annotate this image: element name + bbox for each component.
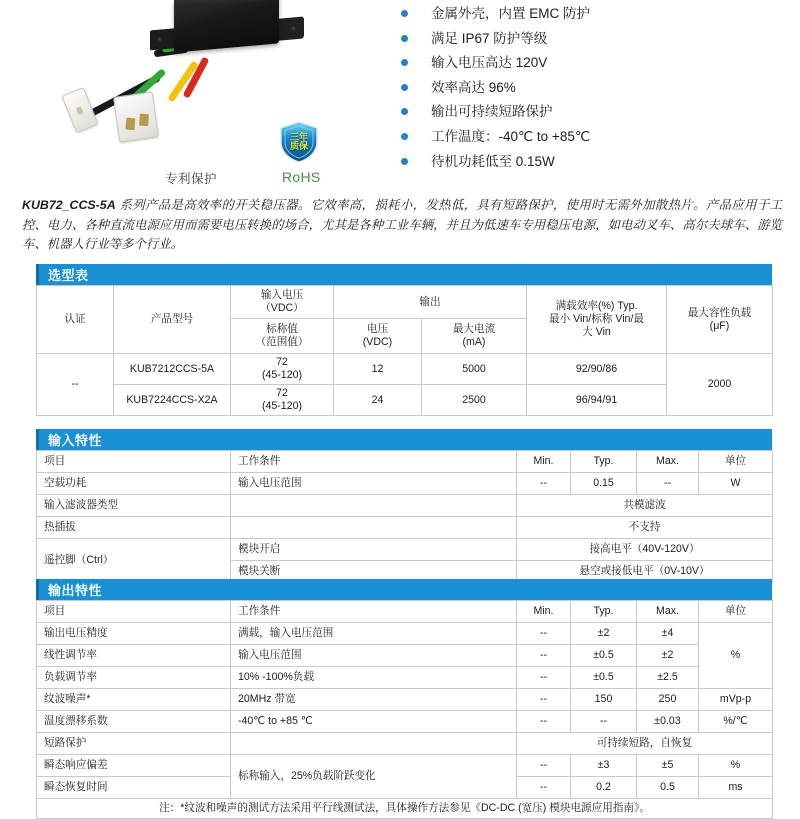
shield-text-line2: 质保 xyxy=(290,142,308,151)
cell-condition: -40℃ to +85 ℃ xyxy=(231,711,517,733)
header-max: Max. xyxy=(637,451,699,473)
cell-unit: ms xyxy=(699,777,773,799)
cell-typ: ±3 xyxy=(571,755,637,777)
feature-text: 输入电压高达 120V xyxy=(431,53,547,72)
cell-imax: 5000 xyxy=(422,354,527,385)
cell-item: 热插拔 xyxy=(37,517,231,539)
header-vout-line2: (VDC) xyxy=(336,336,419,349)
cell-condition: 模块开启 xyxy=(231,539,517,561)
table-row xyxy=(37,495,773,517)
header-cap-load-line2: (μF) xyxy=(669,320,770,333)
product-description xyxy=(22,196,782,255)
cell-typ: ±2 xyxy=(571,623,637,645)
bullet-icon xyxy=(401,10,408,17)
cell-unit: W xyxy=(699,473,773,495)
cell-efficiency: 96/94/91 xyxy=(527,385,667,416)
header-item: 项目 xyxy=(37,601,231,623)
cell-min: -- xyxy=(517,645,571,667)
cell-condition: 输入电压范围 xyxy=(231,645,517,667)
input-section-header xyxy=(36,429,772,450)
cell-max: ±4 xyxy=(637,623,699,645)
cell-vin-range: (45-120) xyxy=(233,400,331,413)
table-row xyxy=(37,539,773,561)
header-imax-line2: (mA) xyxy=(424,336,524,349)
connector-white-small xyxy=(61,87,98,133)
feature-item xyxy=(396,127,791,152)
output-characteristics-table xyxy=(36,600,773,819)
table-row xyxy=(37,354,773,385)
header-condition: 工作条件 xyxy=(231,601,517,623)
feature-item xyxy=(396,102,791,127)
cell-vout: 24 xyxy=(334,385,422,416)
header-efficiency-line1: 满载效率(%) Typ. xyxy=(529,300,664,313)
header-imax-line1: 最大电流 xyxy=(424,323,524,336)
cell-min: -- xyxy=(517,777,571,799)
header-min: Min. xyxy=(517,601,571,623)
cell-condition: 20MHz 带宽 xyxy=(231,689,517,711)
bullet-icon xyxy=(401,158,408,165)
cell-vin-range: (45-120) xyxy=(233,369,331,382)
feature-text: 输出可持续短路保护 xyxy=(431,102,553,121)
cell-max: 250 xyxy=(637,689,699,711)
cell-item: 温度漂移系数 xyxy=(37,711,231,733)
header-efficiency-line2: 最小 Vin/标称 Vin/最 xyxy=(529,313,664,326)
cell-typ: ±0.5 xyxy=(571,667,637,689)
cell-vin xyxy=(231,385,334,416)
feature-text: 效率高达 96% xyxy=(431,78,516,97)
cell-unit: % xyxy=(699,623,773,689)
header-vin-nominal-line2: （范围值） xyxy=(233,336,331,349)
header-efficiency-line3: 大 Vin xyxy=(529,326,664,339)
cell-item: 遥控脚（Ctrl） xyxy=(37,539,231,583)
selection-title: 选型表 xyxy=(48,265,89,284)
feature-item xyxy=(396,53,791,78)
header-vin-group xyxy=(231,286,334,319)
cell-item: 空载功耗 xyxy=(37,473,231,495)
feature-item xyxy=(396,29,791,54)
cell-span-value: 接高电平（40V-120V） xyxy=(517,539,773,561)
header-min: Min. xyxy=(517,451,571,473)
cell-condition: 标称输入，25%负载阶跃变化 xyxy=(231,755,517,799)
cell-max: ±2.5 xyxy=(637,667,699,689)
cell-min: -- xyxy=(517,473,571,495)
selection-section-header xyxy=(36,264,772,285)
input-characteristics-section xyxy=(36,429,772,583)
cell-efficiency: 92/90/86 xyxy=(527,354,667,385)
cell-item: 瞬态恢复时间 xyxy=(37,777,231,799)
cell-vin-nominal: 72 xyxy=(233,387,331,400)
cell-condition xyxy=(231,495,517,517)
cell-condition xyxy=(231,733,517,755)
cell-condition: 输入电压范围 xyxy=(231,473,517,495)
header-vout-line1: 电压 xyxy=(336,323,419,336)
cell-model: KUB7224CCS-X2A xyxy=(114,385,231,416)
cell-min: -- xyxy=(517,667,571,689)
mount-hole-right xyxy=(291,26,296,31)
cell-item: 输入滤波器类型 xyxy=(37,495,231,517)
cell-cap-load-value: 2000 xyxy=(667,354,773,416)
cell-item: 短路保护 xyxy=(37,733,231,755)
output-footnote: 注：*纹波和噪声的测试方法采用平行线测试法，具体操作方法参见《DC-DC (宽压) 模块电源应用指南》。 xyxy=(37,799,773,819)
feature-item xyxy=(396,78,791,103)
bullet-icon xyxy=(401,59,408,66)
table-row xyxy=(37,517,773,539)
module-body xyxy=(174,0,279,53)
header-output-group: 输出 xyxy=(334,286,527,319)
cell-span-value: 共模滤波 xyxy=(517,495,773,517)
cell-typ: 150 xyxy=(571,689,637,711)
selection-section xyxy=(36,264,772,416)
warranty-shield-icon xyxy=(277,120,321,164)
table-row xyxy=(37,623,773,645)
feature-text: 满足 IP67 防护等级 xyxy=(431,29,547,48)
cell-condition xyxy=(231,517,517,539)
feature-text: 金属外壳，内置 EMC 防护 xyxy=(431,4,590,23)
table-row xyxy=(37,645,773,667)
feature-list xyxy=(396,4,791,176)
header-cap-load-line1: 最大容性负载 xyxy=(669,307,770,320)
cell-item: 负载调节率 xyxy=(37,667,231,689)
header-efficiency xyxy=(527,286,667,354)
cell-typ: 0.2 xyxy=(571,777,637,799)
cell-unit: % xyxy=(699,755,773,777)
cell-typ: 0.15 xyxy=(571,473,637,495)
input-title: 输入特性 xyxy=(48,430,102,449)
cell-span-value: 不支持 xyxy=(517,517,773,539)
header-unit: 单位 xyxy=(699,451,773,473)
table-row xyxy=(37,711,773,733)
bullet-icon xyxy=(401,35,408,42)
header-vin-nominal xyxy=(231,319,334,354)
cell-max: ±0.03 xyxy=(637,711,699,733)
header-max: Max. xyxy=(637,601,699,623)
bullet-icon xyxy=(401,84,408,91)
cell-unit: mVp-p xyxy=(699,689,773,711)
cell-condition: 10% -100%负载 xyxy=(231,667,517,689)
bullet-icon xyxy=(401,133,408,140)
feature-item xyxy=(396,4,791,29)
header-unit: 单位 xyxy=(699,601,773,623)
cell-model: KUB7212CCS-5A xyxy=(114,354,231,385)
mount-hole-left xyxy=(157,37,162,42)
cell-cert-value: -- xyxy=(37,354,114,416)
cell-condition: 模块关断 xyxy=(231,561,517,583)
description-text: 系列产品是高效率的开关稳压器。它效率高，损耗小，发热低，具有短路保护，使用时无需外加散热片。产品应用于工控、电力、各种直流电源应用而需要电压转换的场合，尤其是各种工业车辆，并且为低速车专用稳压电源，如电动叉车、高尔夫球车、游览车、机器人行业等多个行业。 xyxy=(22,198,782,251)
header-cert: 认证 xyxy=(37,286,114,354)
patent-caption: 专利保护 xyxy=(165,169,217,187)
header-condition: 工作条件 xyxy=(231,451,517,473)
feature-item xyxy=(396,152,791,177)
cell-max: ±2 xyxy=(637,645,699,667)
cell-condition: 满载，输入电压范围 xyxy=(231,623,517,645)
cell-item: 纹波噪声* xyxy=(37,689,231,711)
header-cap-load xyxy=(667,286,773,354)
cell-min: -- xyxy=(517,689,571,711)
header-section xyxy=(0,0,800,195)
output-section-header xyxy=(36,579,772,600)
cell-max: 0.5 xyxy=(637,777,699,799)
header-vout xyxy=(334,319,422,354)
shield-text xyxy=(277,120,321,164)
feature-text: 工作温度：-40℃ to +85℃ xyxy=(431,127,590,146)
header-imax xyxy=(422,319,527,354)
header-item: 项目 xyxy=(37,451,231,473)
table-row xyxy=(37,286,773,319)
output-characteristics-section xyxy=(36,579,772,819)
shield-text-line1: 三年 xyxy=(290,133,308,142)
cell-item: 线性调节率 xyxy=(37,645,231,667)
selection-table xyxy=(36,285,773,416)
cell-max: -- xyxy=(637,473,699,495)
connector-white-large xyxy=(113,91,159,142)
cell-min: -- xyxy=(517,711,571,733)
header-typ: Typ. xyxy=(571,451,637,473)
header-model: 产品型号 xyxy=(114,286,231,354)
table-row xyxy=(37,473,773,495)
table-row xyxy=(37,755,773,777)
cell-typ: ±0.5 xyxy=(571,645,637,667)
header-typ: Typ. xyxy=(571,601,637,623)
cell-imax: 2500 xyxy=(422,385,527,416)
bullet-icon xyxy=(401,108,408,115)
output-title: 输出特性 xyxy=(48,580,102,599)
rohs-caption: RoHS xyxy=(282,169,321,185)
table-row xyxy=(37,667,773,689)
cell-vin-nominal: 72 xyxy=(233,356,331,369)
header-vin-nominal-line1: 标称值 xyxy=(233,323,331,336)
cell-vout: 12 xyxy=(334,354,422,385)
table-row xyxy=(37,385,773,416)
table-row xyxy=(37,733,773,755)
table-row xyxy=(37,601,773,623)
header-vin-group-line2: （VDC） xyxy=(233,302,331,315)
cell-item: 输出电压精度 xyxy=(37,623,231,645)
table-row xyxy=(37,689,773,711)
cell-span-value: 可持续短路，自恢复 xyxy=(517,733,773,755)
cell-min: -- xyxy=(517,755,571,777)
cell-min: -- xyxy=(517,623,571,645)
input-characteristics-table xyxy=(36,450,773,583)
cell-vin xyxy=(231,354,334,385)
feature-text: 待机功耗低至 0.15W xyxy=(431,152,555,171)
cell-typ: -- xyxy=(571,711,637,733)
cell-span-value: 悬空或接低电平（0V-10V） xyxy=(517,561,773,583)
table-row xyxy=(37,451,773,473)
header-vin-group-line1: 输入电压 xyxy=(233,289,331,302)
cell-max: ±5 xyxy=(637,755,699,777)
description-model: KUB72_CCS-5A xyxy=(22,198,116,212)
cell-unit: %/℃ xyxy=(699,711,773,733)
cell-item: 瞬态响应偏差 xyxy=(37,755,231,777)
table-row xyxy=(37,799,773,819)
